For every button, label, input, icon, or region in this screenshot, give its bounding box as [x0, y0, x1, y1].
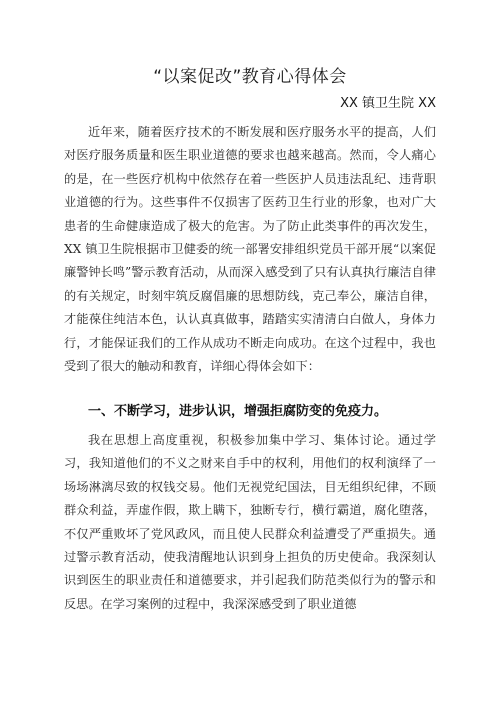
document-author: XX 镇卫生院 XX: [340, 96, 436, 111]
section-heading-1: 一、不断学习，进步认识，增强拒腐防变的免疫力。: [88, 404, 388, 419]
document-title: “以案促改”教育心得体会: [153, 67, 347, 87]
body-paragraph-1: 近年来，随着医疗技术的不断发展和医疗服务水平的提高，人们对医疗服务质量和医生职业道德的要求也越来越高。然而，令人痛心的是，在一些医疗机构中依然存在着一些医护人员违法乱纪、违背职业道德的行为。这些事件不仅损害了医药卫生行业的形象，也对广大患者的生命健康造成了极大的危害。为了防止此类事件的再次发生，XX 镇卫生院根据市卫健委的统一部署安排组织党员干部开展“以案促廉警钟长鸣”警示教育活动，从而深入感受到了只有认真执行廉洁自律的有关规定，时刻牢筑反腐倡廉的思想防线，克己奉公，廉洁自律，才能葆住纯洁本色，认认真真做事，踏踏实实清清白白做人，身体力行，才能保证我们的工作从成功不断走向成功。在这个过程中，我也受到了很大的触动和教育，详细心得体会如下：: [64, 125, 436, 374]
body-paragraph-2: 我在思想上高度重视，积极参加集中学习、集体讨论。通过学习，我知道他们的不义之财来自手中的权利，用他们的权利演绎了一场场淋漓尽致的权钱交易。他们无视党纪国法，目无组织纪律，不顾群众利益，弄虚作假，欺上瞒下，独断专行，横行霸道，腐化堕落，不仅严重败坏了党风政风，而且使人民群众利益遭受了严重损失。通过警示教育活动，使我清醒地认识到身上担负的历史使命。我深刻认识到医生的职业责任和道德要求，并引起我们防范类似行为的警示和反思。在学习案例的过程中，我深深感受到了职业道德: [64, 433, 436, 611]
